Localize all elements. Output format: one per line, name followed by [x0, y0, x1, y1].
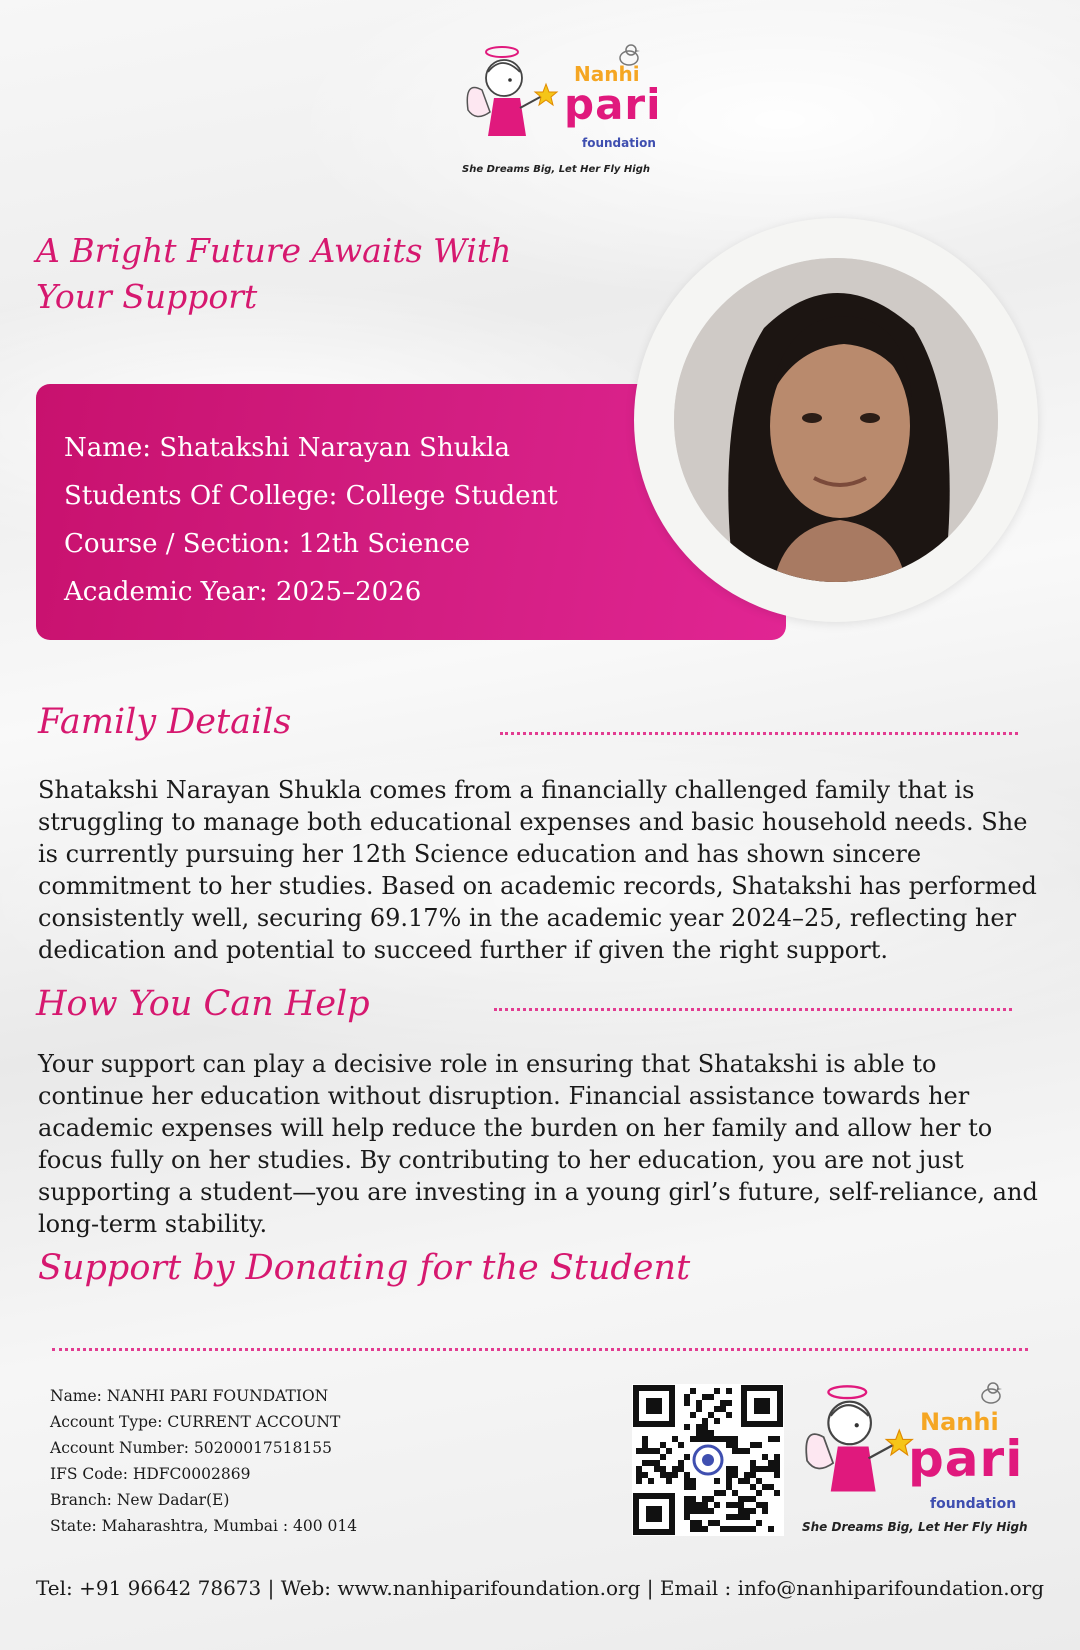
page-title: A Bright Future Awaits With Your Support [36, 231, 512, 316]
student-name: Name: Shatakshi Narayan Shukla [64, 433, 510, 463]
angel-mascot-icon [462, 40, 572, 150]
bank-account-name: Name: NANHI PARI FOUNDATION [50, 1387, 329, 1405]
payment-qr-code[interactable] [632, 1384, 784, 1536]
bird-icon [976, 1378, 1006, 1408]
family-details-text: Shatakshi Narayan Shukla comes from a financially challenged family that is struggling to manage both educational expenses and basic household needs. She is currently pursuing her 12th Science education and has shown sincere commitment to her studies. Based on academic records, Shatakshi has performed consistently well, securing 69.17% in the academic year 2024–25, reflecting her dedication and potential to succeed further if given the right support. [38, 776, 1037, 964]
logo-nanhi-text: Nanhi [920, 1408, 999, 1436]
foundation-logo-bottom [800, 1378, 1028, 1538]
help-heading: How You Can Help [36, 984, 370, 1024]
logo-tagline: She Dreams Big, Let Her Fly High [462, 164, 651, 175]
help-text: Your support can play a decisive role in ensuring that Shatakshi is able to continue her education without disruption. Financial assistance towards her academic expenses will help reduce the burden on her family and allow her to focus fully on her studies. By contributing to her education, you are not just supporting a student—you are investing in a young girl’s future, self-reliance, and long-term stability. [38, 1050, 1038, 1238]
bank-account-type: Account Type: CURRENT ACCOUNT [50, 1413, 341, 1431]
logo-pari-text: pari [564, 80, 662, 129]
logo-foundation-text: foundation [582, 136, 656, 150]
foundation-logo [462, 40, 662, 190]
student-course: Course / Section: 12th Science [64, 529, 470, 559]
student-college: Students Of College: College Student [64, 481, 558, 511]
bank-branch: Branch: New Dadar(E) [50, 1491, 230, 1509]
donate-divider [52, 1348, 1028, 1351]
family-details-heading: Family Details [38, 702, 292, 742]
footer-contact: Tel: +91 96642 78673 | Web: www.nanhiparifoundation.org | Email : info@nanhiparifoundation.org [35, 1576, 1045, 1600]
family-divider [500, 732, 1018, 735]
bank-details [50, 1383, 610, 1539]
bank-state: State: Maharashtra, Mumbai : 400 014 [50, 1517, 358, 1535]
bank-account-number: Account Number: 50200017518155 [50, 1439, 332, 1457]
student-photo [674, 258, 998, 582]
bank-ifsc: IFS Code: HDFC0002869 [50, 1465, 251, 1483]
student-academic-year: Academic Year: 2025–2026 [64, 577, 422, 607]
student-photo-frame [634, 218, 1038, 622]
logo-nanhi-text: Nanhi [574, 62, 640, 86]
logo-pari-text: pari [908, 1430, 1024, 1488]
logo-foundation-text: foundation [930, 1496, 1017, 1512]
logo-tagline: She Dreams Big, Let Her Fly High [802, 1520, 1028, 1534]
donate-heading: Support by Donating for the Student [38, 1248, 691, 1288]
help-divider [494, 1008, 1012, 1011]
